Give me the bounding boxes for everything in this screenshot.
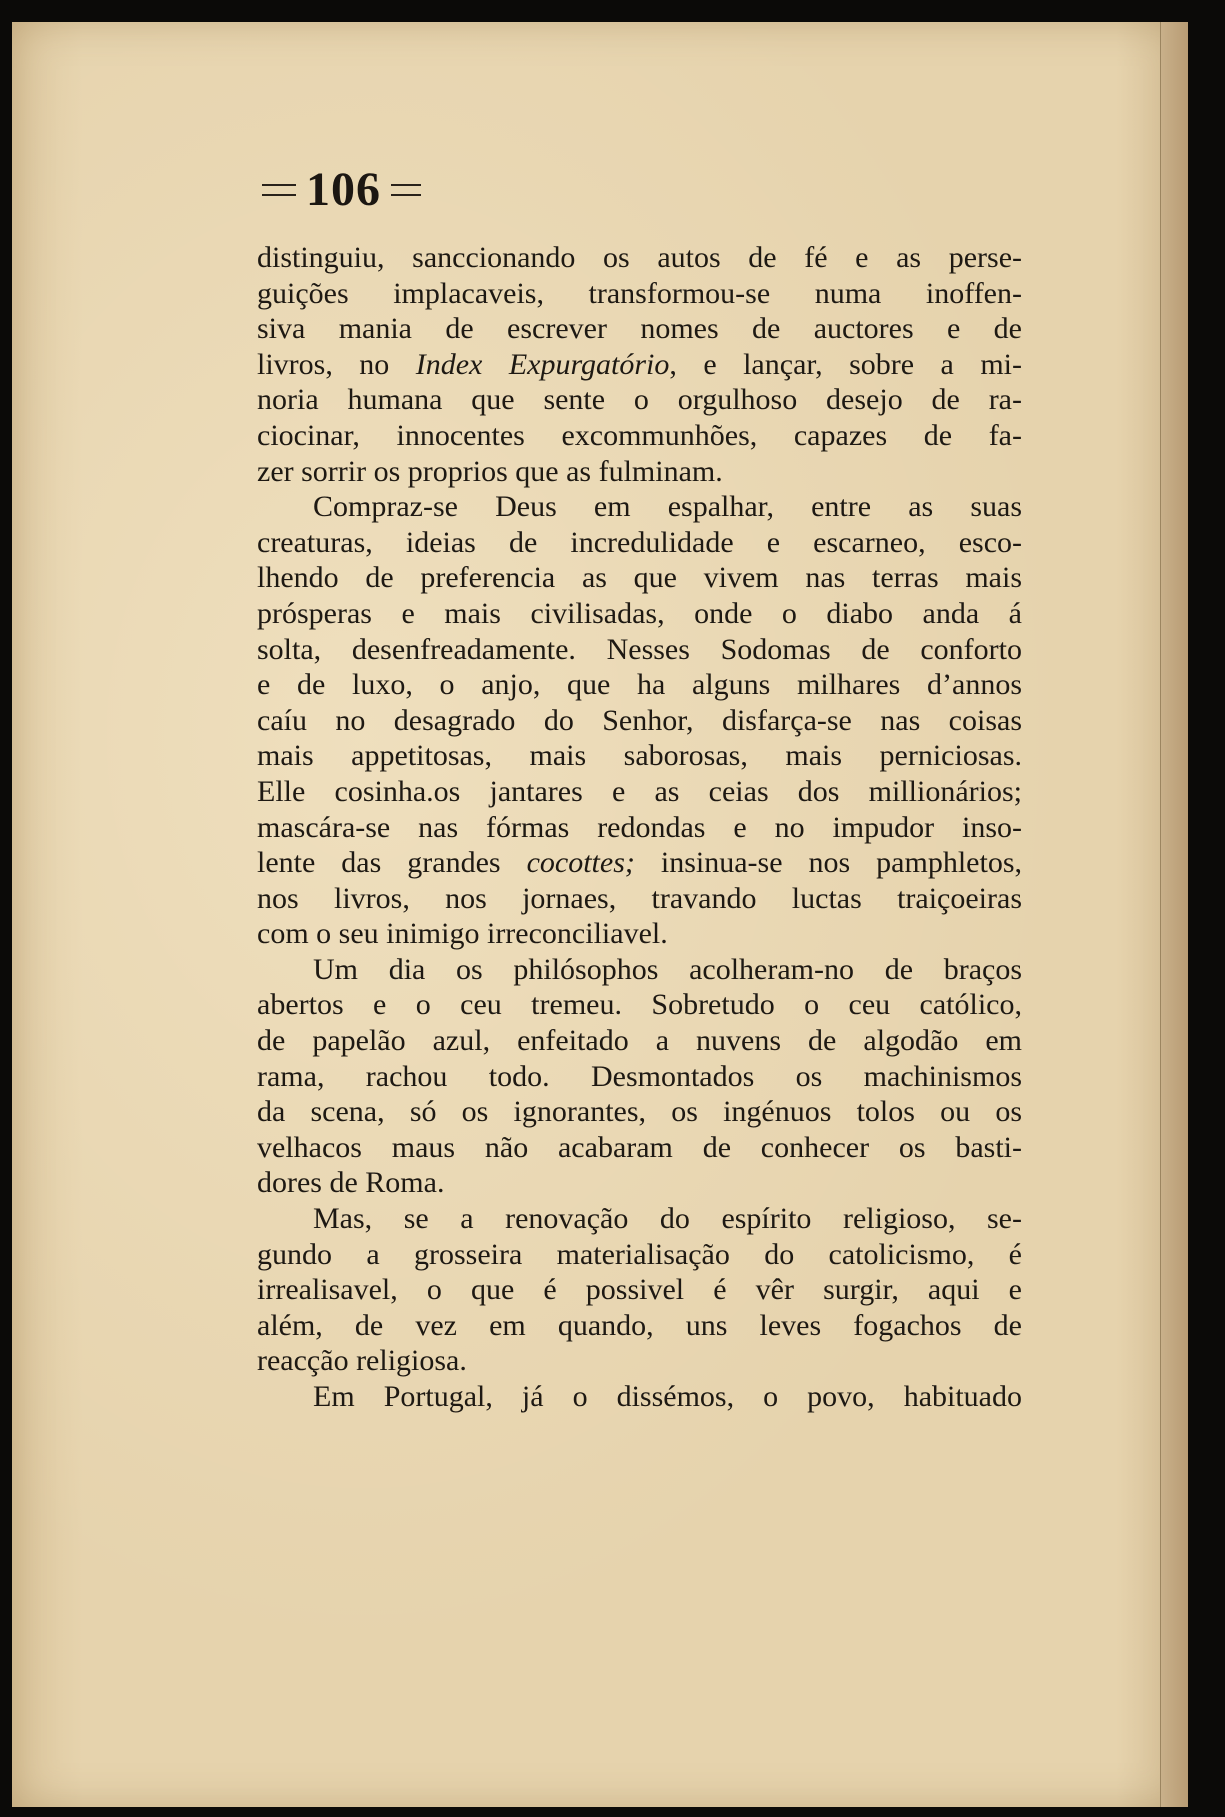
text-line: além, de vez em quando, uns leves fogachos de xyxy=(257,1308,1022,1342)
text-line: Mas, se a renovação do espírito religioso, se- xyxy=(313,1202,1022,1236)
text-line: de papelão azul, enfeitado a nuvens de algodão em xyxy=(257,1024,1022,1058)
italic-word: cocottes; xyxy=(526,846,635,880)
text-line: dores de Roma. xyxy=(257,1166,445,1200)
text-line: lhendo de preferencia as que vivem nas terras mais xyxy=(257,561,1022,595)
text-line: mascára-se nas fórmas redondas e no impudor inso- xyxy=(257,810,1022,844)
page-header xyxy=(262,160,421,220)
text-line: velhacos maus não acabaram de conhecer os basti- xyxy=(257,1130,1022,1164)
text-line: solta, desenfreadamente. Nesses Sodomas de conforto xyxy=(257,632,1022,666)
text-line: mais appetitosas, mais saborosas, mais perniciosas. xyxy=(257,739,1022,773)
text-line: nos livros, nos jornaes, travando luctas traiçoeiras xyxy=(257,881,1022,915)
text-line: da scena, só os ignorantes, os ingénuos tolos ou os xyxy=(257,1095,1022,1129)
text-line: com o seu inimigo irreconciliavel. xyxy=(257,917,668,951)
header-ornament-right xyxy=(391,184,421,196)
page-number: 106 xyxy=(306,163,381,216)
text-line: gundo a grosseira materialisação do catolicismo, é xyxy=(257,1237,1022,1271)
text-segment: lente das grandes xyxy=(257,846,527,880)
text-line: distinguiu, sanccionando os autos de fé e as perse- xyxy=(257,241,1022,274)
text-segment: livros, no xyxy=(257,347,416,381)
italic-title: Index Expurgatório xyxy=(415,347,670,381)
text-line: Um dia os philósophos acolheram-no de braços xyxy=(313,952,1022,986)
scan-background xyxy=(1187,0,1225,1817)
page-edge xyxy=(1160,22,1188,1807)
text-line: irrealisavel, o que é possivel é vêr surgir, aqui e xyxy=(257,1273,1022,1307)
header-ornament-left xyxy=(262,184,296,196)
text-line: e de luxo, o anjo, que ha alguns milhares d’annos xyxy=(257,668,1022,702)
text-line: prósperas e mais civilisadas, onde o diabo anda á xyxy=(257,596,1022,630)
text-line: zer sorrir os proprios que as fulminam. xyxy=(257,454,723,488)
text-line xyxy=(257,845,1022,881)
text-line: siva mania de escrever nomes de auctores e de xyxy=(257,312,1022,346)
text-line: caíu no desagrado do Senhor, disfarça-se nas coisas xyxy=(257,703,1022,737)
text-line: ciocinar, innocentes excommunhões, capazes de fa- xyxy=(257,418,1022,452)
text-segment: insinua-se nos pamphletos, xyxy=(634,846,1022,880)
text-line: reacção religiosa. xyxy=(257,1344,467,1378)
body-text xyxy=(257,240,1022,1415)
text-line: rama, rachou todo. Desmontados os machinismos xyxy=(257,1059,1022,1093)
text-line: guições implacaveis, transformou-se numa inoffen- xyxy=(257,276,1022,310)
text-line xyxy=(257,347,1022,383)
text-segment: , e lançar, sobre a mi- xyxy=(669,347,1022,381)
text-line: Elle cosinha.os jantares e as ceias dos millionários; xyxy=(257,774,1022,808)
text-line: abertos e o ceu tremeu. Sobretudo o ceu católico, xyxy=(257,988,1022,1022)
text-line: Compraz-se Deus em espalhar, entre as suas xyxy=(313,490,1022,524)
text-line: noria humana que sente o orgulhoso desejo de ra- xyxy=(257,383,1022,417)
text-line: creaturas, ideias de incredulidade e escarneo, esco- xyxy=(257,525,1022,559)
text-line: Em Portugal, já o dissémos, o povo, habituado xyxy=(313,1380,1022,1413)
